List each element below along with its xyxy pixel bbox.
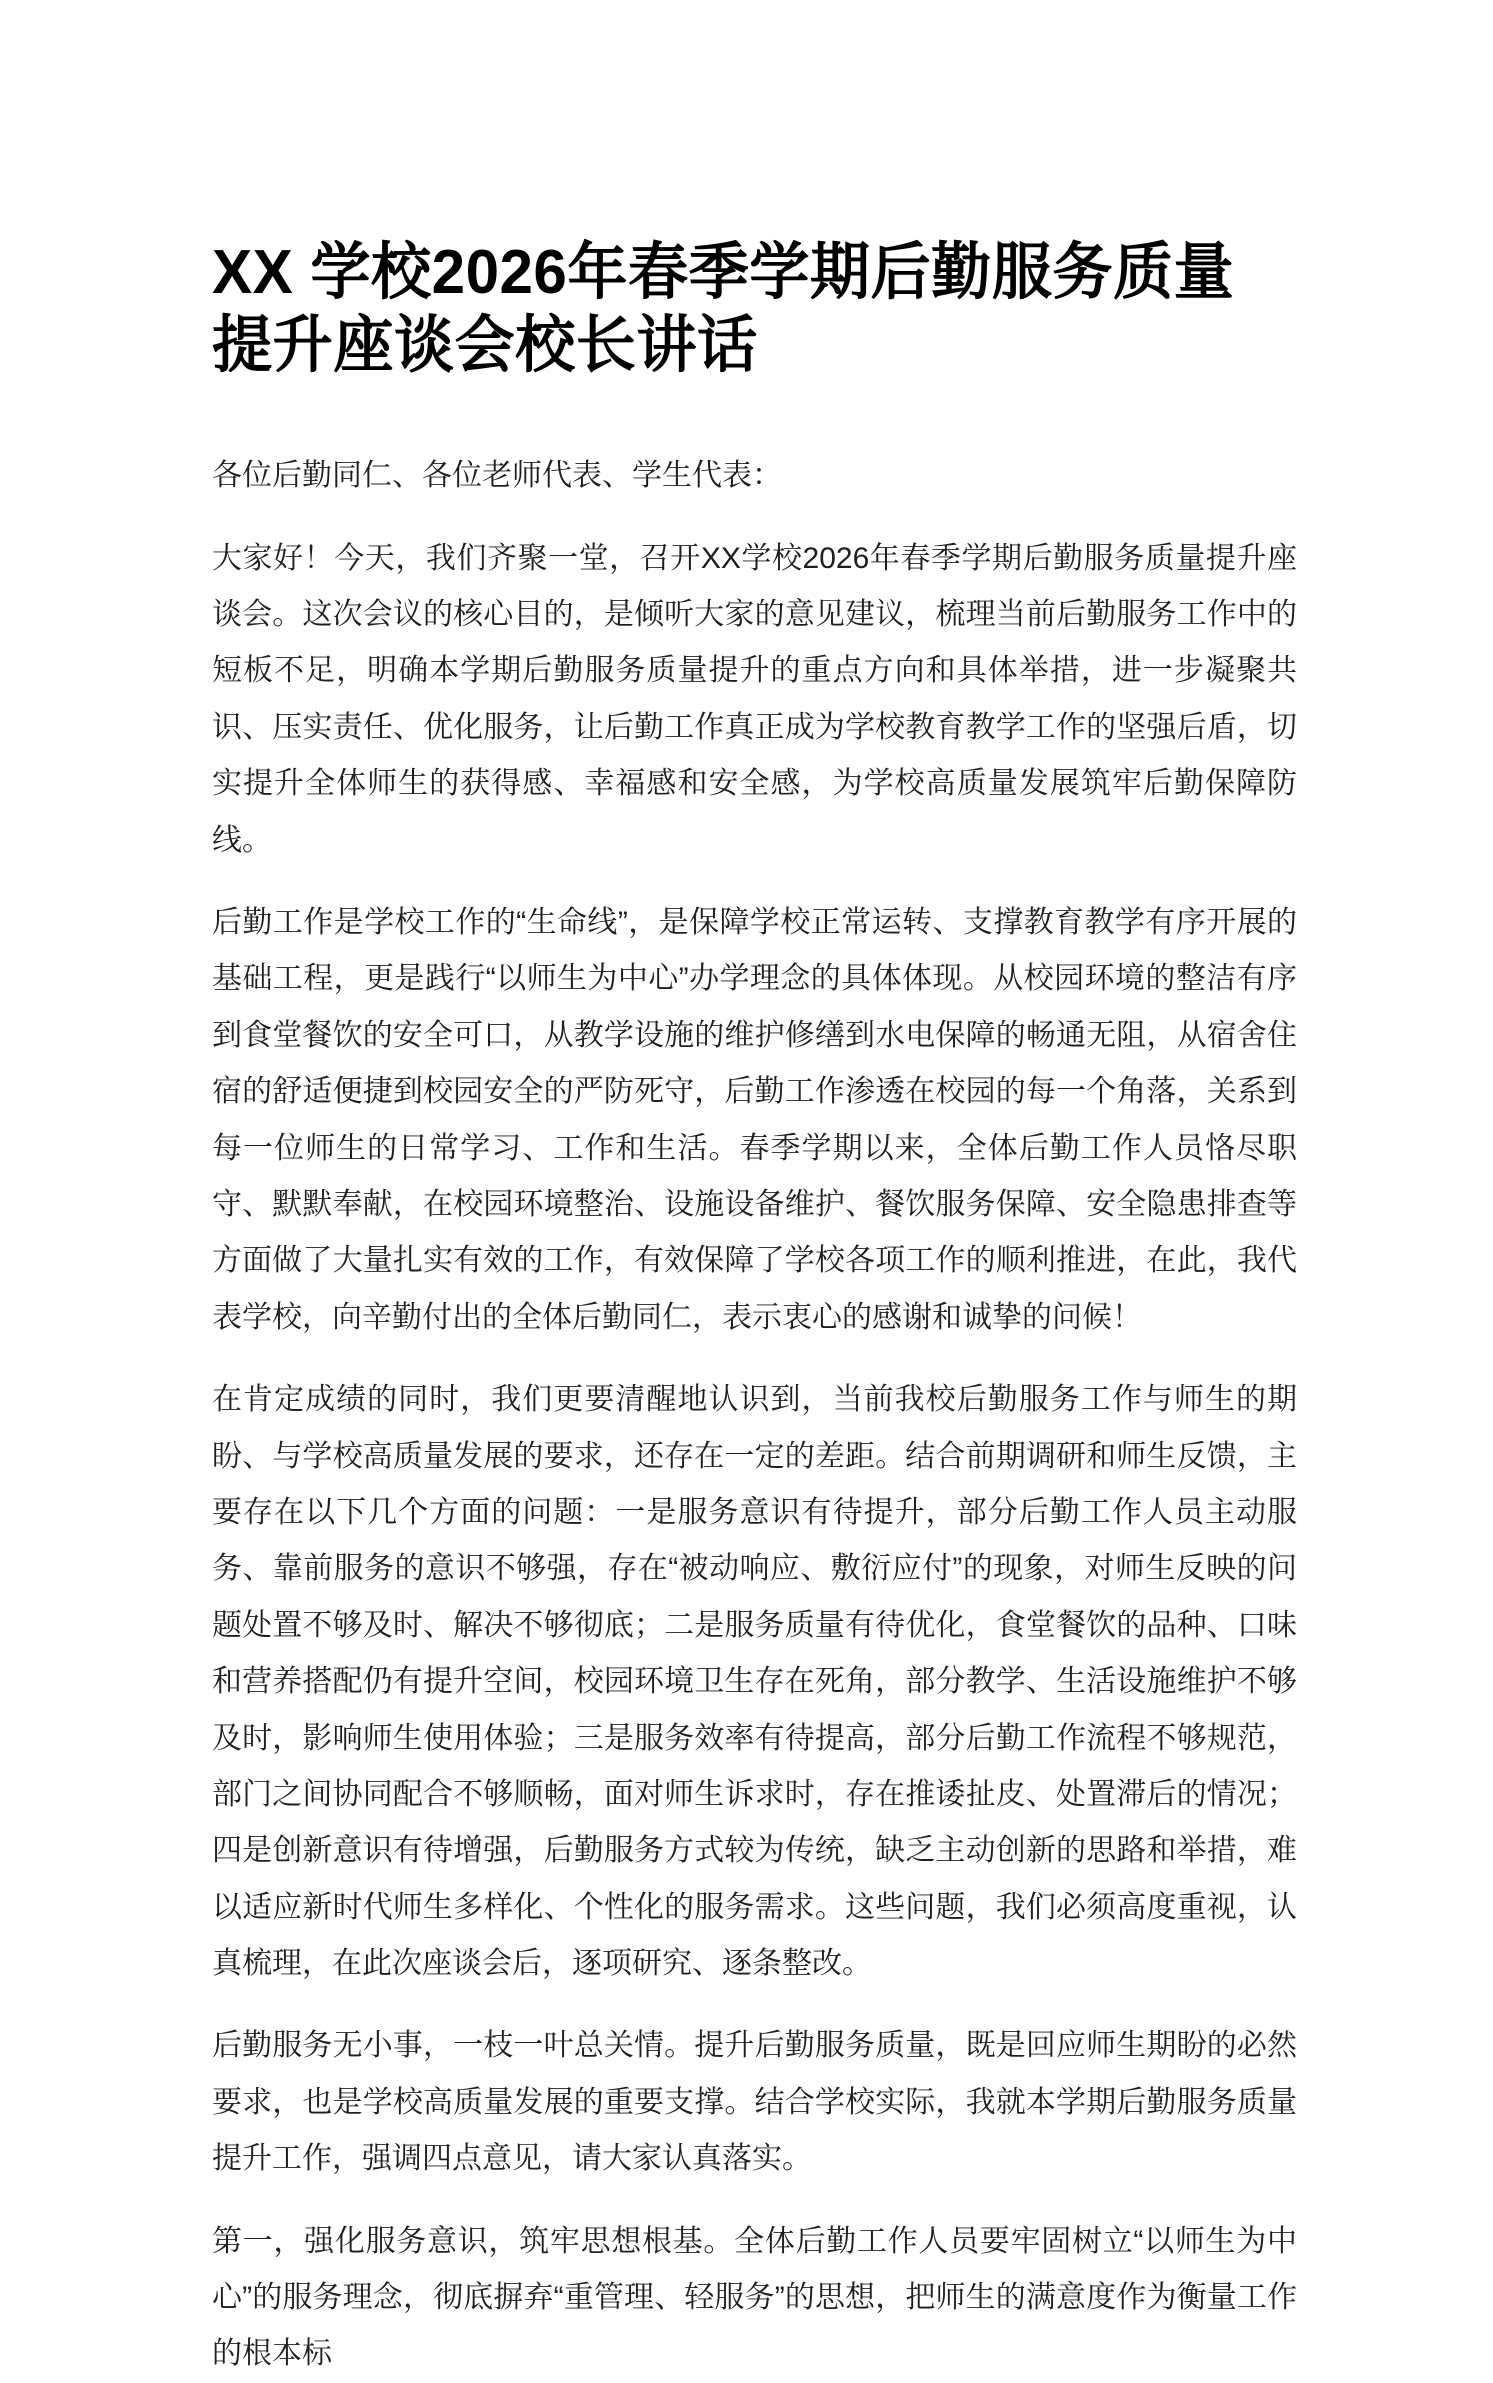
document-content: [212, 236, 1297, 2383]
page-title: [212, 236, 1264, 382]
paragraph-5: 第一，强化服务意识，筑牢思想根基。全体后勤工作人员要牢固树立“以师生为中心”的服务理念，彻底摒弃“重管理、轻服务”的思想，把师生的满意度作为衡量工作的根本标: [212, 2224, 1297, 2371]
paragraph-3: 在肯定成绩的同时，我们更要清醒地认识到，当前我校后勤服务工作与师生的期盼、与学校高质量发展的要求，还存在一定的差距。结合前期调研和师生反馈，主要存在以下几个方面的问题：一是服务意识有待提升，部分后勤工作人员主动服务、靠前服务的意识不够强，存在“被动响应、敷衍应付”的现象，对师生反映的问题处置不够及时、解决不够彻底；二是服务质量有待优化，食堂餐饮的品种、口味和营养搭配仍有提升空间，校园环境卫生存在死角，部分教学、生活设施维护不够及时，影响师生使用体验；三是服务效率有待提高，部分后勤工作流程不够规范，部门之间协同配合不够顺畅，面对师生诉求时，存在推诿扯皮、处置滞后的情况；四是创新意识有待增强，后勤服务方式较为传统，缺乏主动创新的思路和举措，难以适应新时代师生多样化、个性化的服务需求。这些问题，我们必须高度重视，认真梳理，在此次座谈会后，逐项研究、逐条整改。: [212, 1383, 1297, 1981]
document-body: [212, 448, 1297, 2383]
paragraph-4: 后勤服务无小事，一枝一叶总关情。提升后勤服务质量，既是回应师生期盼的必然要求，也是学校高质量发展的重要支撑。结合学校实际，我就本学期后勤服务质量提升工作，强调四点意见，请大家认真落实。: [212, 2029, 1297, 2176]
paragraph-1: 大家好！今天，我们齐聚一堂，召开XX学校2026年春季学期后勤服务质量提升座谈会。这次会议的核心目的，是倾听大家的意见建议，梳理当前后勤服务工作中的短板不足，明确本学期后勤服务质量提升的重点方向和具体举措，进一步凝聚共识、压实责任、优化服务，让后勤工作真正成为学校教育教学工作的坚强后盾，切实提升全体师生的获得感、幸福感和安全感，为学校高质量发展筑牢后勤保障防线。: [212, 541, 1297, 857]
paragraph-2: 后勤工作是学校工作的“生命线”，是保障学校正常运转、支撑教育教学有序开展的基础工程，更是践行“以师生为中心”办学理念的具体体现。从校园环境的整洁有序到食堂餐饮的安全可口，从教学设施的维护修缮到水电保障的畅通无阻，从宿舍住宿的舒适便捷到校园安全的严防死守，后勤工作渗透在校园的每一个角落，关系到每一位师生的日常学习、工作和生活。春季学期以来，全体后勤工作人员恪尽职守、默默奉献，在校园环境整治、设施设备维护、餐饮服务保障、安全隐患排查等方面做了大量扎实有效的工作，有效保障了学校各项工作的顺利推进，在此，我代表学校，向辛勤付出的全体后勤同仁，表示衷心的感谢和诚挚的问候！: [212, 906, 1297, 1334]
salutation-line: 各位后勤同仁、各位老师代表、学生代表：: [212, 459, 782, 493]
page-title-text: XX 学校2026年春季学期后勤服务质量提升座谈会校长讲话: [212, 238, 1235, 381]
